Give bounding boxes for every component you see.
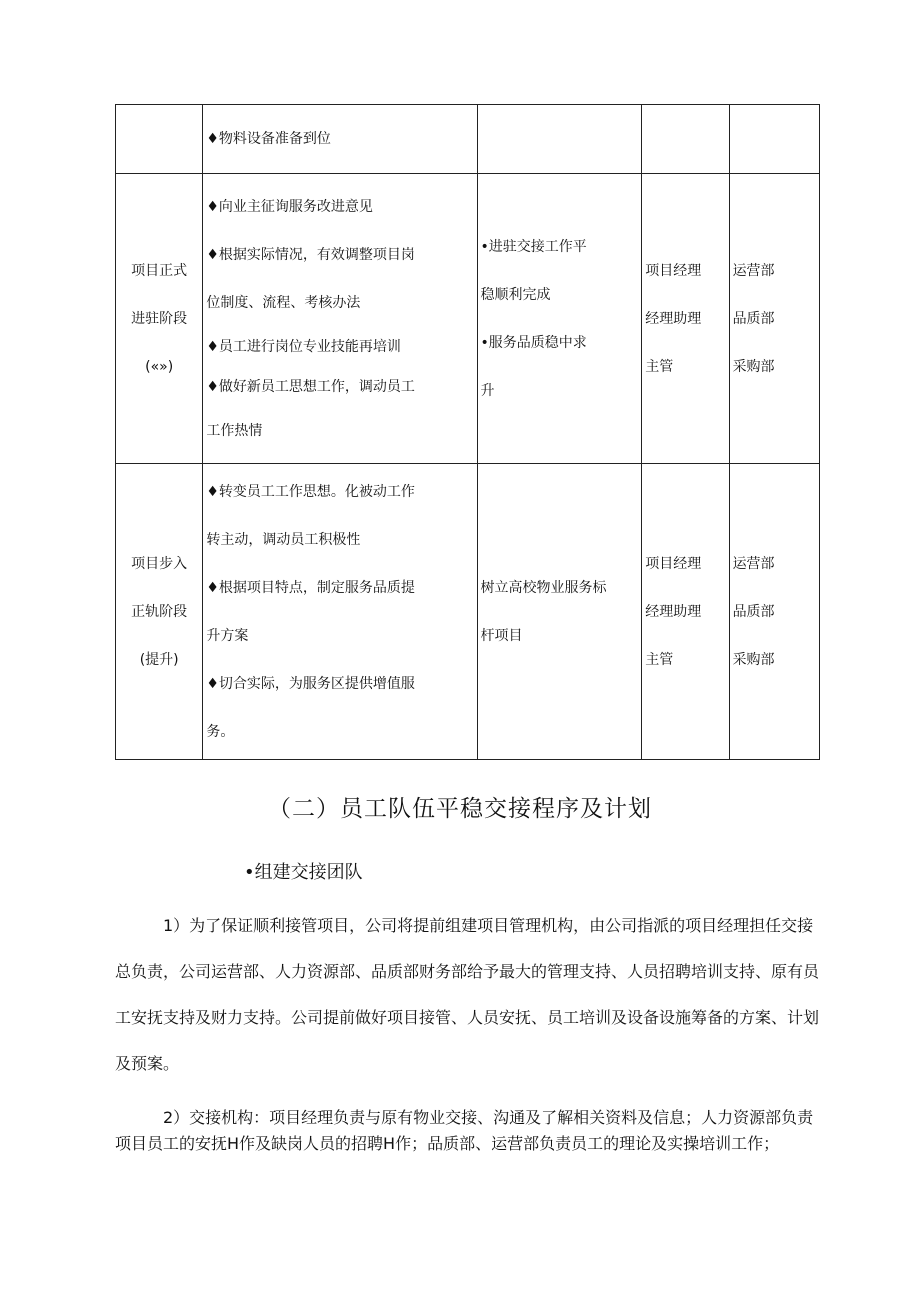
goals-cell [477, 464, 642, 760]
measure-line: ♦转变员工工作思想。化被动工作 [206, 483, 415, 500]
table-row [116, 174, 820, 464]
stage-line: 正轨阶段 [131, 603, 188, 620]
owners-cell [642, 174, 729, 464]
depts-cell [729, 105, 819, 174]
measure-line: ♦物料设备准备到位 [206, 131, 331, 147]
dept-line: 运营部 [732, 555, 775, 572]
paragraph: 2）交接机构：项目经理负责与原有物业交接、沟通及了解相关资料及信息；人力资源部负责项目员工的安抚H作及缺岗人员的招聘H作；品质部、运营部负责员工的理论及实操培训工作； [115, 1108, 814, 1153]
goals-cell [477, 105, 642, 174]
measure-line: ♦做好新员工思想工作，调动员工 [206, 378, 415, 395]
measures-cell [203, 105, 477, 174]
measure-line: ♦员工进行岗位专业技能再培训 [206, 338, 401, 355]
measure-line: ♦根据项目特点，制定服务品质提 [206, 579, 415, 596]
goal-line: •服务品质稳中求 [480, 334, 587, 351]
owner-line: 项目经理 [645, 262, 702, 279]
paragraph: 1）为了保证顺利接管项目，公司将提前组建项目管理机构，由公司指派的项目经理担任交接总负责，公司运营部、人力资源部、品质部财务部给予最大的管理支持、人员招聘培训支持、原有员工安抚支持及财力支持。公司提前做好项目接管、人员安抚、员工培训及设备设施筹备的方案、计划及预案。 [115, 916, 820, 1073]
stage-cell [116, 464, 203, 760]
measure-line: ♦向业主征询服务改进意见 [206, 198, 373, 215]
goal-line: 稳顺利完成 [480, 286, 551, 303]
measure-line: 升方案 [206, 627, 249, 644]
owner-line: 主管 [645, 651, 674, 668]
stage-line: 进驻阶段 [131, 310, 188, 327]
owners-cell [642, 105, 729, 174]
goal-line: 树立高校物业服务标 [480, 579, 607, 596]
measure-line: 务。 [206, 723, 235, 740]
measure-line: ♦根据实际情况，有效调整项目岗 [206, 246, 415, 263]
stage-line: 项目正式 [131, 262, 188, 279]
goal-line: 升 [480, 382, 495, 399]
goal-line: •进驻交接工作平 [480, 238, 587, 255]
table-row [116, 464, 820, 760]
stage-plan-table [115, 104, 820, 760]
owner-line: 经理助理 [645, 310, 702, 327]
stage-cell [116, 174, 203, 464]
table-row [116, 105, 820, 174]
depts-cell [729, 464, 819, 760]
measure-line: ♦切合实际，为服务区提供增值服 [206, 675, 415, 692]
dept-line: 运营部 [732, 262, 775, 279]
owner-line: 主管 [645, 358, 674, 375]
owners-cell [642, 464, 729, 760]
owner-line: 项目经理 [645, 555, 702, 572]
dept-line: 采购部 [732, 358, 775, 375]
dept-line: 品质部 [732, 603, 775, 620]
stage-line: («») [145, 358, 174, 375]
measure-line: 位制度、流程、考核办法 [206, 294, 361, 311]
stage-line: (提升) [139, 651, 179, 668]
dept-line: 采购部 [732, 651, 775, 668]
sub-heading: •组建交接团队 [244, 862, 363, 883]
depts-cell [729, 174, 819, 464]
measures-cell [203, 464, 477, 760]
measure-line: 工作热情 [206, 422, 263, 439]
measure-line: 转主动，调动员工积极性 [206, 531, 361, 548]
stage-line: 项目步入 [131, 555, 188, 572]
goal-line: 杆项目 [480, 627, 523, 644]
goals-cell [477, 174, 642, 464]
stage-cell [116, 105, 203, 174]
measures-cell [203, 174, 477, 464]
owner-line: 经理助理 [645, 603, 702, 620]
section-title: （二）员工队伍平稳交接程序及计划 [268, 796, 652, 822]
dept-line: 品质部 [732, 310, 775, 327]
